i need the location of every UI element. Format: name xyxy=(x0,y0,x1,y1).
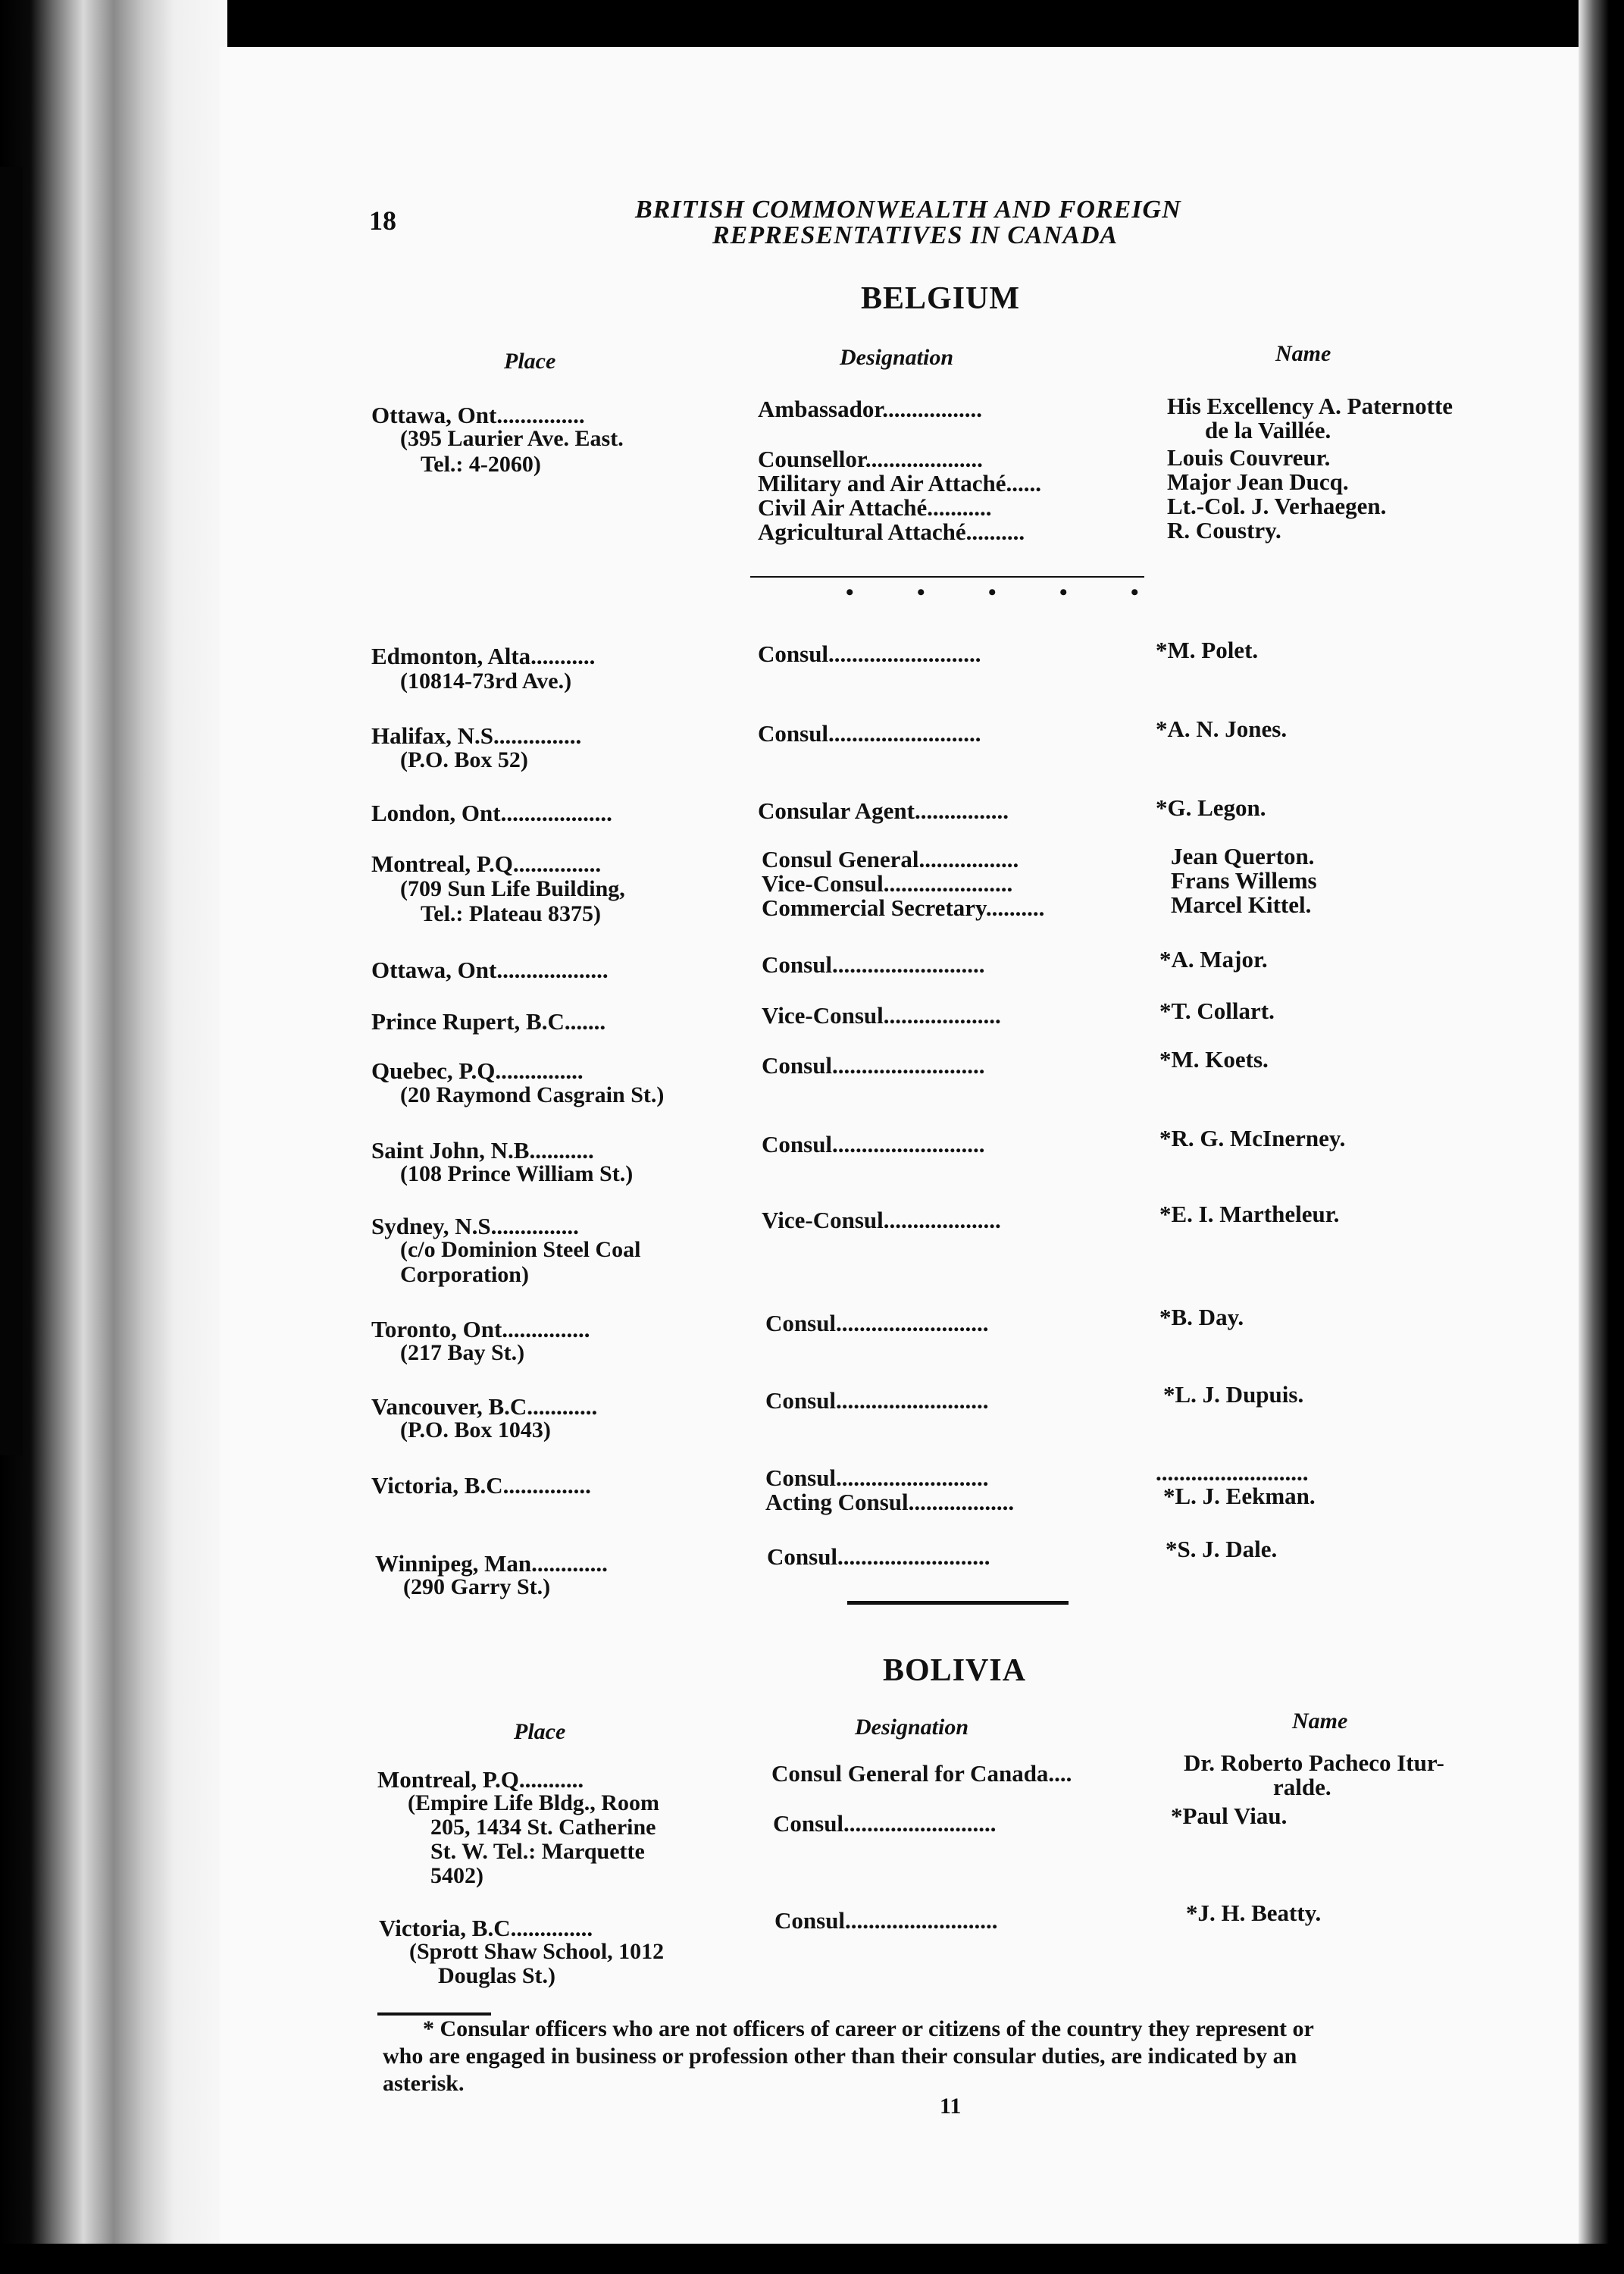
address-line: (c/o Dominion Steel Coal xyxy=(400,1237,641,1262)
official-name: Lt.-Col. J. Verhaegen. xyxy=(1167,493,1387,519)
designation: Commercial Secretary.......... xyxy=(762,894,1045,921)
right-page-edge xyxy=(1579,0,1624,2274)
official-name: *S. J. Dale. xyxy=(1166,1536,1278,1562)
official-name: *L. J. Eekman. xyxy=(1163,1483,1316,1509)
designation: Vice-Consul.................... xyxy=(762,1002,1001,1029)
official-name: Jean Querton. xyxy=(1171,843,1315,869)
address-line: (108 Prince William St.) xyxy=(400,1161,634,1186)
vacant-name-leader: .......................... xyxy=(1156,1459,1309,1486)
scan-bottom-edge xyxy=(0,2244,1624,2274)
designation: Consul General for Canada.... xyxy=(771,1760,1072,1787)
address-line: (P.O. Box 52) xyxy=(400,747,528,772)
official-name: *E. I. Martheleur. xyxy=(1159,1201,1340,1227)
official-name: *G. Legon. xyxy=(1156,794,1266,821)
designation: Consul.......................... xyxy=(758,720,981,747)
designation: Consul.......................... xyxy=(762,1052,985,1079)
official-name: His Excellency A. Paternotte xyxy=(1167,393,1453,419)
address-line: (290 Garry St.) xyxy=(403,1574,551,1599)
book-binding-shadow xyxy=(0,0,227,2274)
official-name: Dr. Roberto Pacheco Itur- xyxy=(1184,1749,1444,1776)
address-line: 5402) xyxy=(430,1863,483,1888)
address-line: (20 Raymond Casgrain St.) xyxy=(400,1082,665,1107)
designation: Consul.......................... xyxy=(762,1131,985,1157)
footer-mark: 11 xyxy=(940,2094,962,2119)
place: Winnipeg, Man............. xyxy=(375,1550,608,1577)
address-line: 205, 1434 St. Catherine xyxy=(430,1815,656,1840)
designation: Consul.......................... xyxy=(773,1810,997,1837)
column-header-place: Place xyxy=(504,349,556,374)
separator-rule xyxy=(750,576,1144,578)
designation: Consul.......................... xyxy=(767,1543,990,1570)
section-divider xyxy=(847,1601,1069,1605)
official-name: *A. Major. xyxy=(1159,946,1268,973)
footnote-line2: who are engaged in business or profession other than their consular duties, are indicated by an xyxy=(383,2044,1297,2069)
column-header-designation: Designation xyxy=(840,345,954,370)
address-line: (Empire Life Bldg., Room xyxy=(408,1790,659,1815)
official-name: *M. Polet. xyxy=(1156,637,1259,663)
official-name: Marcel Kittel. xyxy=(1171,891,1312,918)
address-line: (395 Laurier Ave. East. xyxy=(400,426,624,451)
address-line: (Sprott Shaw School, 1012 xyxy=(409,1939,665,1964)
designation: Consul.......................... xyxy=(765,1464,989,1491)
page-number: 18 xyxy=(369,205,396,236)
footnote-line3: asterisk. xyxy=(383,2071,465,2096)
address-line: Tel.: 4-2060) xyxy=(421,452,541,477)
address-line: (709 Sun Life Building, xyxy=(400,876,625,901)
designation: Military and Air Attaché...... xyxy=(758,470,1041,496)
place: Victoria, B.C............... xyxy=(371,1472,591,1499)
place: Vancouver, B.C............ xyxy=(371,1393,598,1420)
official-name: ralde. xyxy=(1273,1774,1331,1800)
official-name: *T. Collart. xyxy=(1159,998,1275,1024)
official-name: *L. J. Dupuis. xyxy=(1163,1381,1304,1408)
place: Montreal, P.Q........... xyxy=(377,1766,584,1793)
place: Victoria, B.C.............. xyxy=(379,1915,593,1941)
designation: Consul.......................... xyxy=(758,641,981,667)
place: Saint John, N.B........... xyxy=(371,1137,594,1164)
address-line: Corporation) xyxy=(400,1262,529,1287)
running-title-line2: REPRESENTATIVES IN CANADA xyxy=(712,221,1119,249)
place: Prince Rupert, B.C....... xyxy=(371,1008,606,1035)
column-header-designation: Designation xyxy=(855,1715,969,1740)
designation: Vice-Consul.................... xyxy=(762,1207,1001,1233)
designation: Acting Consul.................. xyxy=(765,1489,1015,1515)
designation: Counsellor.................... xyxy=(758,446,983,472)
official-name: *M. Koets. xyxy=(1159,1046,1269,1073)
designation: Consul.......................... xyxy=(774,1907,998,1934)
place: Sydney, N.S............... xyxy=(371,1213,579,1239)
official-name: R. Coustry. xyxy=(1167,517,1281,543)
address-line: (P.O. Box 1043) xyxy=(400,1417,551,1442)
designation: Consul.......................... xyxy=(765,1387,989,1414)
designation: Consul.......................... xyxy=(765,1310,989,1336)
official-name: *Paul Viau. xyxy=(1171,1803,1288,1829)
address-line: (217 Bay St.) xyxy=(400,1340,525,1365)
official-name: de la Vaillée. xyxy=(1205,417,1331,443)
column-header-place: Place xyxy=(514,1719,566,1744)
section-title-belgium: BELGIUM xyxy=(861,281,1021,316)
official-name: *A. N. Jones. xyxy=(1156,716,1288,742)
address-line: St. W. Tel.: Marquette xyxy=(430,1839,645,1864)
place: Ottawa, Ont................... xyxy=(371,957,609,983)
official-name: *R. G. McInerney. xyxy=(1159,1125,1346,1151)
address-line: (10814-73rd Ave.) xyxy=(400,669,572,694)
footnote-line1: * Consular officers who are not officers of career or citizens of the country they represent or xyxy=(423,2016,1314,2041)
official-name: *J. H. Beatty. xyxy=(1186,1900,1322,1926)
designation: Vice-Consul...................... xyxy=(762,870,1013,897)
designation: Civil Air Attaché........... xyxy=(758,494,992,521)
official-name: Frans Willems xyxy=(1171,867,1317,894)
designation: Consul.......................... xyxy=(762,951,985,978)
designation: Ambassador................. xyxy=(758,396,982,422)
scan-top-edge xyxy=(0,0,1624,47)
section-title-bolivia: BOLIVIA xyxy=(883,1653,1027,1688)
column-header-name: Name xyxy=(1275,341,1331,366)
designation: Agricultural Attaché.......... xyxy=(758,518,1025,545)
place: Quebec, P.Q............... xyxy=(371,1057,584,1084)
official-name: *B. Day. xyxy=(1159,1304,1244,1330)
designation: Consul General................. xyxy=(762,846,1019,872)
official-name: Major Jean Ducq. xyxy=(1167,468,1349,495)
official-name: Louis Couvreur. xyxy=(1167,444,1331,471)
binding-dark-bar xyxy=(0,167,23,1455)
place: Toronto, Ont............... xyxy=(371,1316,590,1342)
place: Edmonton, Alta........... xyxy=(371,643,596,669)
place: Halifax, N.S............... xyxy=(371,722,582,749)
designation: Consular Agent................ xyxy=(758,797,1009,824)
address-line: Tel.: Plateau 8375) xyxy=(421,901,602,926)
footnote-rule xyxy=(377,2012,491,2016)
address-line: Douglas St.) xyxy=(438,1963,556,1988)
place: London, Ont................... xyxy=(371,800,612,826)
place: Montreal, P.Q............... xyxy=(371,850,602,877)
column-header-name: Name xyxy=(1292,1709,1348,1734)
running-title-line1: BRITISH COMMONWEALTH AND FOREIGN xyxy=(635,196,1181,224)
place-ottawa-embassy: Ottawa, Ont............... xyxy=(371,402,585,428)
separator-dots: • • • • • xyxy=(846,580,1168,605)
